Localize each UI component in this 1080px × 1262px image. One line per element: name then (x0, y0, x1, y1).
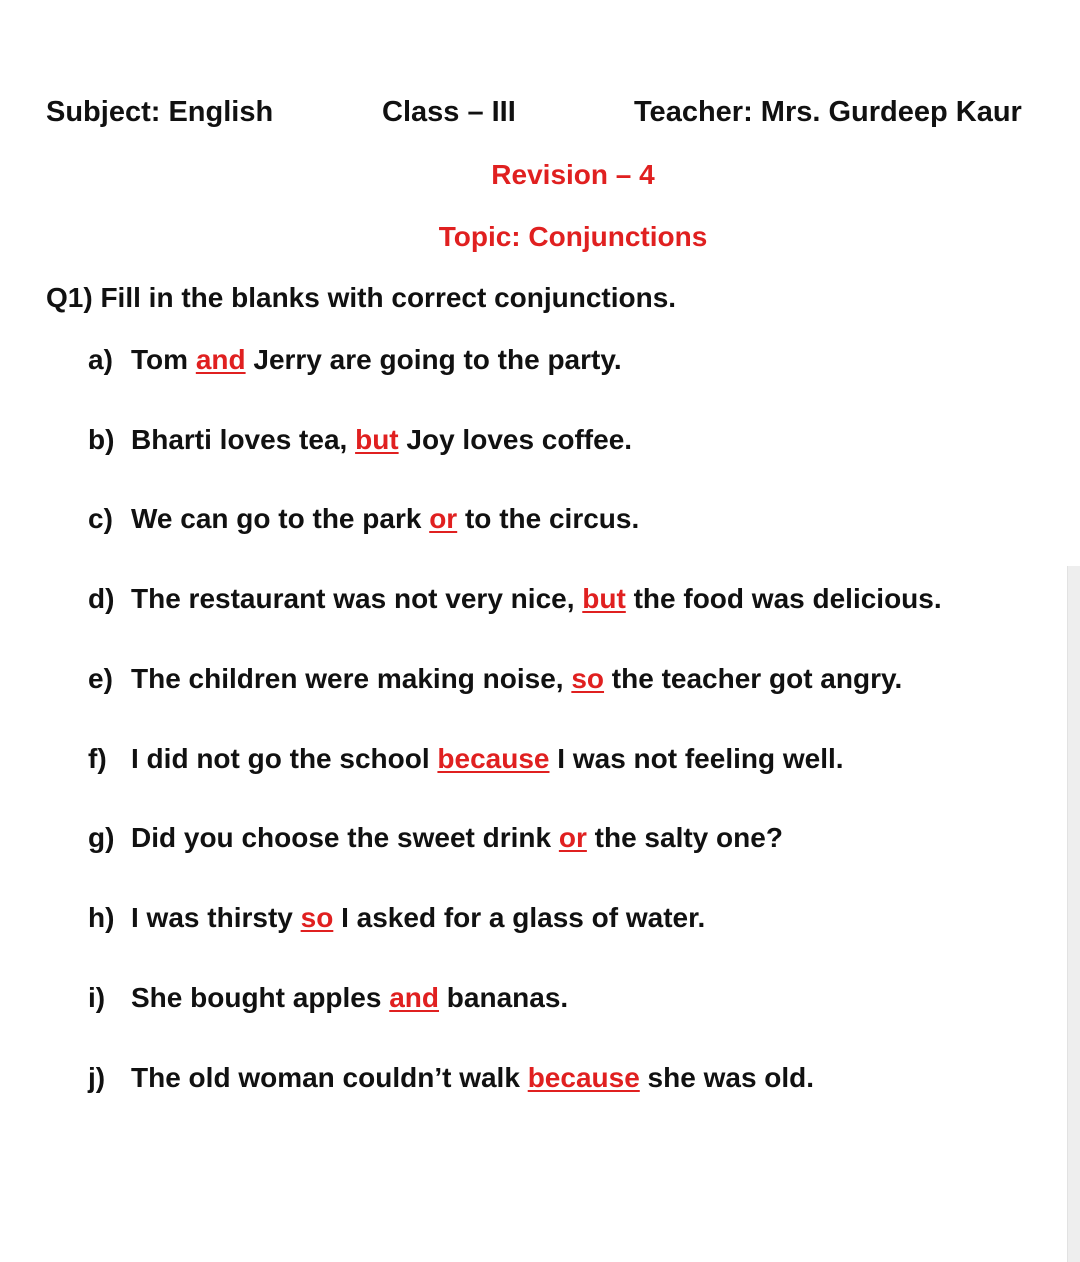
answer-blank: because (437, 743, 550, 774)
item-text-after: the teacher got angry. (604, 663, 903, 694)
item-letter: f) (88, 743, 107, 774)
revision-title: Revision – 4 (491, 159, 655, 190)
scrollbar[interactable] (1067, 566, 1080, 1262)
answer-blank: because (527, 1062, 640, 1093)
class-label: Class – III (382, 96, 516, 128)
item-letter: g) (88, 822, 115, 853)
item-letter: d) (88, 583, 115, 614)
list-item (88, 423, 632, 457)
item-text-before: She bought apples (131, 982, 390, 1013)
list-item (88, 981, 568, 1015)
list-item (88, 901, 705, 935)
list-item (88, 502, 639, 536)
item-text-after: Jerry are going to the party. (245, 344, 622, 375)
item-text-before: The children were making noise, (131, 663, 572, 694)
item-text-after: I was not feeling well. (549, 743, 844, 774)
item-letter: h) (88, 902, 115, 933)
item-letter: i) (88, 982, 106, 1013)
list-item (88, 343, 622, 377)
list-item (88, 662, 902, 696)
subject-label: Subject: English (46, 96, 274, 128)
list-item (88, 742, 844, 776)
item-letter: j) (88, 1062, 106, 1093)
question-heading: Q1) Fill in the blanks with correct conjunctions. (46, 282, 677, 313)
answer-blank: or (429, 503, 458, 534)
item-text-before: I did not go the school (131, 743, 438, 774)
item-text-after: the food was delicious. (625, 583, 942, 614)
item-text-before: I was thirsty (131, 902, 301, 933)
item-text-after: she was old. (639, 1062, 815, 1093)
answer-blank: but (582, 583, 626, 614)
topic-title: Topic: Conjunctions (438, 221, 708, 252)
item-text-after: to the circus. (457, 503, 640, 534)
item-text-before: Did you choose the sweet drink (131, 822, 559, 853)
item-letter: c) (88, 503, 113, 534)
list-item (88, 821, 783, 855)
answer-blank: so (300, 902, 334, 933)
item-text-after: Joy loves coffee. (398, 424, 633, 455)
list-item (88, 582, 942, 616)
item-text-after: the salty one? (586, 822, 783, 853)
item-text-before: Bharti loves tea, (131, 424, 356, 455)
item-text-before: The restaurant was not very nice, (131, 583, 583, 614)
item-text-before: Tom (131, 344, 196, 375)
item-letter: e) (88, 663, 113, 694)
item-letter: a) (88, 344, 113, 375)
item-text-before: The old woman couldn’t walk (131, 1062, 528, 1093)
answer-blank: and (389, 982, 440, 1013)
item-text-after: I asked for a glass of water. (333, 902, 706, 933)
item-text-after: bananas. (439, 982, 569, 1013)
answer-blank: but (355, 424, 399, 455)
item-letter: b) (88, 424, 115, 455)
answer-blank: and (195, 344, 246, 375)
answer-blank: so (571, 663, 605, 694)
answer-blank: or (558, 822, 587, 853)
item-text-before: We can go to the park (131, 503, 430, 534)
list-item (88, 1061, 814, 1095)
teacher-label: Teacher: Mrs. Gurdeep Kaur (634, 96, 1022, 128)
